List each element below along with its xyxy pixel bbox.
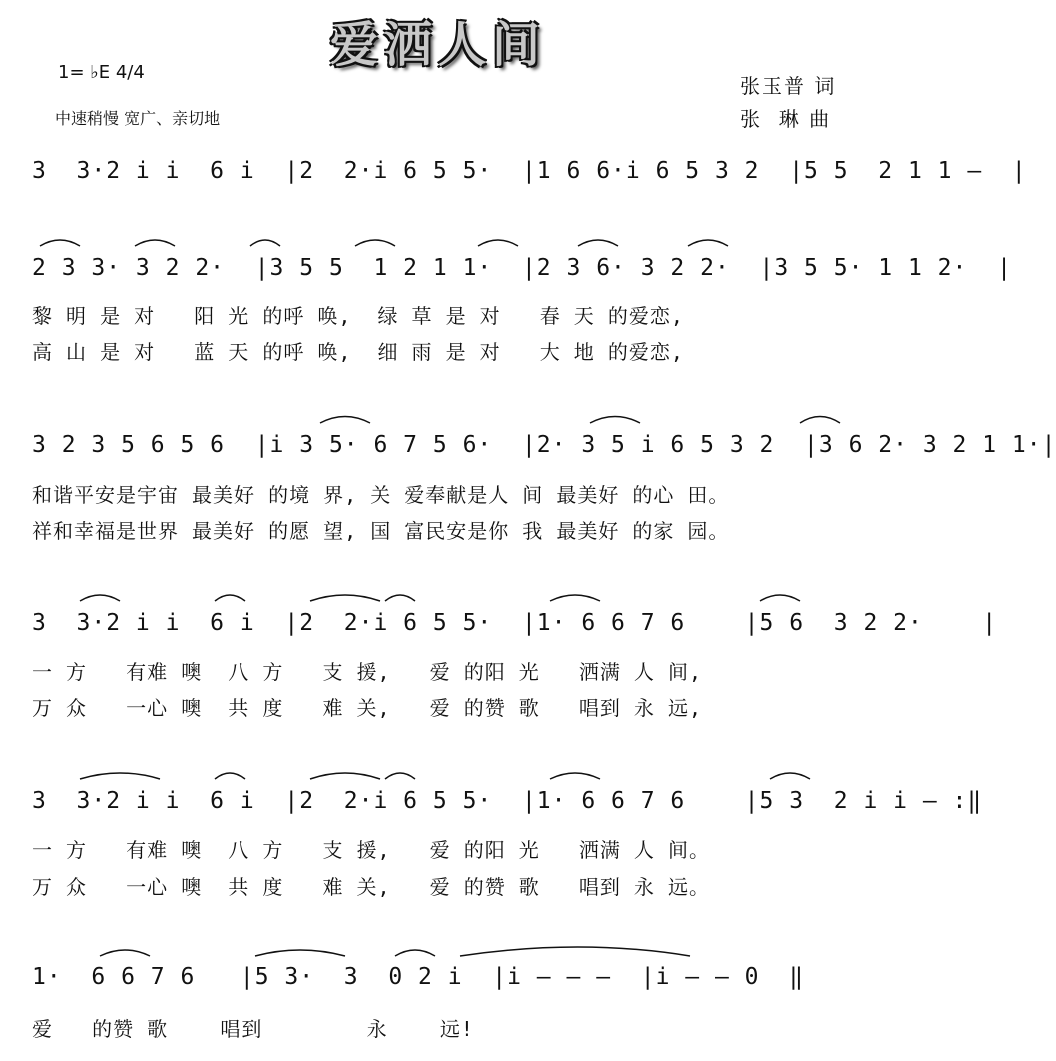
slur (760, 595, 800, 601)
lyric-line-5-verse-1: 一 方 有难 噢 八 方 支 援, 爱 的阳 光 洒满 人 间。 (32, 838, 710, 862)
slur (355, 240, 395, 246)
slur (320, 417, 370, 424)
notation-line-3: 3 2 3 5 6 5 6 |i 3 5· 6 7 5 6· |2· 3 5 i 6 5 3 2 |3 6 2· 3 2 1 1·| (32, 432, 1056, 458)
slur (100, 950, 150, 956)
slur (255, 950, 345, 956)
lyric-line-2-verse-2: 高 山 是 对 蓝 天 的呼 唤, 细 雨 是 对 大 地 的爱恋, (32, 340, 684, 364)
notation-line-1: 3 3·2 i i 6 i |2 2·i 6 5 5· |1 6 6·i 6 5 3 2 |5 5 2 1 1 — | (32, 158, 1027, 184)
lyric-line-4-verse-1: 一 方 有难 噢 八 方 支 援, 爱 的阳 光 洒满 人 间, (32, 660, 702, 684)
slur (215, 773, 245, 779)
lyricist-credit: 张玉普 词 (740, 74, 837, 98)
slur (250, 240, 280, 246)
slur (550, 773, 600, 779)
slur (460, 947, 690, 956)
slur (385, 595, 415, 601)
notation-line-5: 3 3·2 i i 6 i |2 2·i 6 5 5· |1· 6 6 7 6 |5 3 2 i i — :‖ (32, 788, 983, 814)
lyric-line-2-verse-1: 黎 明 是 对 阳 光 的呼 唤, 绿 草 是 对 春 天 的爱恋, (32, 304, 684, 328)
slur (590, 417, 640, 424)
slur (40, 240, 80, 246)
slur (770, 773, 810, 779)
slur (310, 595, 380, 601)
slur (478, 240, 518, 246)
notation-line-2: 2 3 3· 3 2 2· |3 5 5 1 2 1 1· |2 3 6· 3 2 2· |3 5 5· 1 1 2· | (32, 255, 1012, 281)
slur (688, 240, 728, 246)
slur (800, 417, 840, 424)
slur (550, 595, 600, 601)
slur (135, 240, 175, 246)
slur (215, 595, 245, 601)
slur (395, 950, 435, 956)
lyric-line-3-verse-2: 祥和幸福是世界 最美好 的愿 望, 国 富民安是你 我 最美好 的家 园。 (32, 519, 730, 543)
slur (80, 595, 120, 601)
lyric-line-3-verse-1: 和谐平安是宇宙 最美好 的境 界, 关 爱奉献是人 间 最美好 的心 田。 (32, 483, 730, 507)
tempo-marking: 中速稍慢 宽广、亲切地 (55, 109, 221, 128)
lyric-line-4-verse-2: 万 众 一心 噢 共 度 难 关, 爱 的赞 歌 唱到 永 远, (32, 696, 702, 720)
notation-line-6: 1· 6 6 7 6 |5 3· 3 0 2 i |i — — — |i — — 0 ‖ (32, 964, 805, 990)
lyric-line-5-verse-2: 万 众 一心 噢 共 度 难 关, 爱 的赞 歌 唱到 永 远。 (32, 875, 710, 899)
slur (80, 773, 160, 779)
song-title: 爱洒人间 (330, 17, 547, 73)
slur (578, 240, 618, 246)
composer-credit: 张 琳 曲 (740, 107, 832, 131)
slur (385, 773, 415, 779)
slur (310, 773, 380, 779)
lyric-line-6: 爱 的赞 歌 唱到 永 远! (32, 1017, 474, 1041)
notation-line-4: 3 3·2 i i 6 i |2 2·i 6 5 5· |1· 6 6 7 6 |5 6 3 2 2· | (32, 610, 998, 636)
key-signature: 1= ♭E 4/4 (58, 62, 145, 83)
